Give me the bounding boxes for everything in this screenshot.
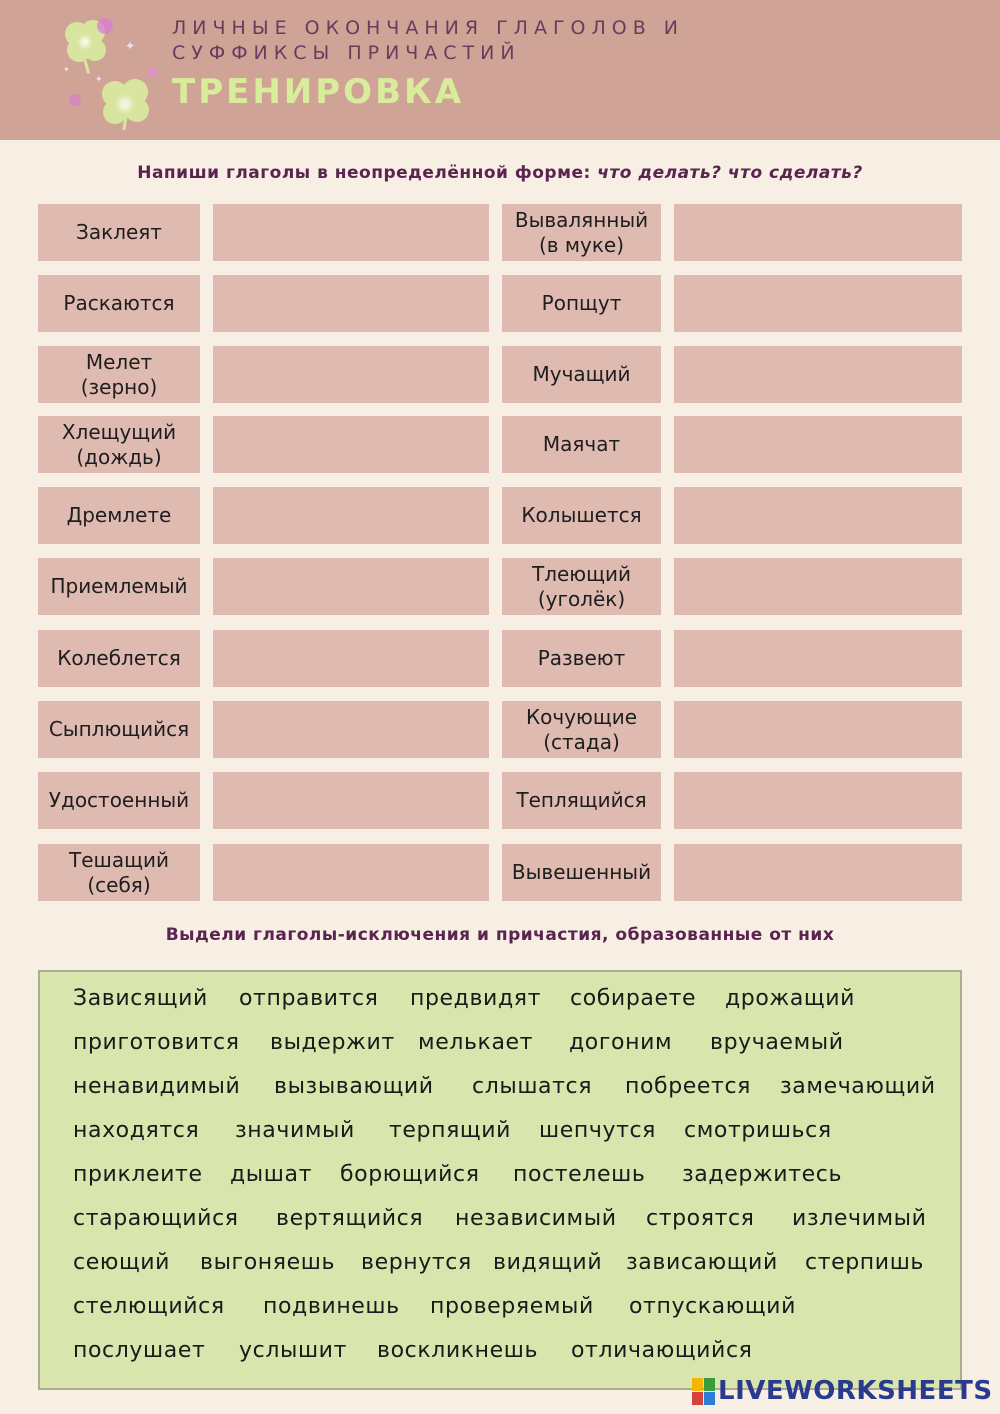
verb-text: (в муке) [538,232,625,257]
verb-text: Маячат [542,432,621,456]
word-option[interactable]: постелешь [513,1162,646,1187]
answer-input-right[interactable] [674,487,962,544]
answer-input-right[interactable] [674,416,962,473]
verb-cell-right [502,416,661,473]
subtitle-line-2: СУФФИКСЫ ПРИЧАСТИЙ [172,42,521,64]
answer-input-left[interactable] [213,630,489,687]
verb-text: Кочующие [525,704,638,729]
verb-text: Вывешенный [511,860,652,884]
answer-input-left[interactable] [213,204,489,261]
word-option[interactable]: вертящийся [276,1206,424,1231]
instruction-1-italic: что делать? что сделать? [597,163,863,183]
svg-text:✦: ✦ [125,39,136,53]
verb-cell-right [502,844,661,901]
word-option[interactable]: дышат [230,1162,313,1187]
answer-input-right[interactable] [674,701,962,758]
verb-text: Колышется [521,503,642,527]
word-option[interactable]: строятся [646,1206,755,1231]
verb-cell-right [502,558,661,615]
verb-cell-left [38,558,200,615]
verb-text: (себя) [87,872,151,897]
header-banner [0,0,1000,140]
word-option[interactable]: догоним [569,1030,673,1055]
answer-input-left[interactable] [213,844,489,901]
verb-text: Колеблется [57,646,181,670]
word-option[interactable]: проверяемый [430,1294,594,1319]
liveworksheets-logo-icon [692,1378,714,1404]
verb-cell-left [38,772,200,829]
word-option[interactable]: выдержит [270,1030,395,1055]
verb-text: (уголёк) [537,586,626,611]
instruction-2: Выдели глаголы-исключения и причастия, образованные от них [165,925,835,945]
verb-cell-left [38,844,200,901]
answer-input-left[interactable] [213,487,489,544]
word-option[interactable]: отпускающий [629,1294,796,1319]
word-option[interactable]: собираете [570,986,697,1011]
word-option[interactable]: воскликнешь [377,1338,539,1363]
word-option[interactable]: приклеите [73,1162,203,1187]
answer-input-right[interactable] [674,204,962,261]
answer-input-left[interactable] [213,346,489,403]
answer-input-right[interactable] [674,275,962,332]
worksheet-title: ТРЕНИРОВКА [172,72,465,112]
verb-cell-right [502,346,661,403]
verb-cell-left [38,204,200,261]
word-option[interactable]: предвидят [410,986,542,1011]
verb-text: Раскаются [63,291,175,315]
word-option[interactable]: подвинешь [263,1294,400,1319]
answer-input-left[interactable] [213,275,489,332]
word-option[interactable]: видящий [493,1250,603,1275]
word-option[interactable]: зависающий [626,1250,778,1275]
clover-icon [55,12,165,132]
answer-input-left[interactable] [213,772,489,829]
word-option[interactable]: вызывающий [274,1074,434,1099]
verb-cell-left [38,701,200,758]
word-option[interactable]: побреется [625,1074,751,1099]
verb-cell-left [38,416,200,473]
verb-text: Хлещущий [61,419,177,444]
word-option[interactable]: отличающийся [571,1338,753,1363]
verb-text: Мучащий [532,362,631,386]
answer-input-right[interactable] [674,772,962,829]
answer-input-left[interactable] [213,558,489,615]
word-option[interactable]: отправится [239,986,379,1011]
instruction-1-text: Напиши глаголы в неопределённой форме: [137,163,598,183]
word-bank-box [38,970,962,1390]
verb-text: Тешащий [69,847,169,872]
svg-text:✦: ✦ [95,75,103,85]
word-option[interactable]: ненавидимый [73,1074,241,1099]
subtitle-line-1: ЛИЧНЫЕ ОКОНЧАНИЯ ГЛАГОЛОВ И [172,17,685,39]
word-option[interactable]: терпящий [389,1118,512,1143]
instruction-1 [0,163,1000,183]
verb-cell-left [38,275,200,332]
word-option[interactable]: вручаемый [710,1030,844,1055]
verb-cell-right [502,772,661,829]
word-option[interactable]: находятся [73,1118,200,1143]
word-option[interactable]: борющийся [340,1162,480,1187]
verb-cell-right [502,275,661,332]
verb-cell-left [38,487,200,544]
word-option[interactable]: замечающий [780,1074,936,1099]
verb-text: (стада) [543,729,620,754]
answer-input-right[interactable] [674,630,962,687]
word-option[interactable]: Зависящий [73,986,208,1011]
verb-text: Дремлете [66,503,172,527]
word-option[interactable]: стелющийся [73,1294,225,1319]
verb-cell-right [502,487,661,544]
word-option[interactable]: выгоняешь [200,1250,336,1275]
word-option[interactable]: старающийся [73,1206,239,1231]
word-option[interactable]: значимый [235,1118,355,1143]
word-option[interactable]: дрожащий [725,986,856,1011]
verb-text: Приемлемый [50,574,188,598]
verb-text: Теплящийся [516,788,647,812]
answer-input-right[interactable] [674,558,962,615]
verb-cell-right [502,701,661,758]
answer-input-left[interactable] [213,701,489,758]
worksheet-subtitle [172,16,684,66]
answer-input-right[interactable] [674,844,962,901]
liveworksheets-brand [692,1374,993,1408]
verb-text: Вывалянный [514,207,649,232]
brand-text: LIVEWORKSHEETS [718,1376,993,1406]
word-option[interactable]: приготовится [73,1030,240,1055]
word-option[interactable]: услышит [239,1338,347,1363]
word-option[interactable]: слышатся [472,1074,593,1099]
verb-cell-left [38,346,200,403]
word-option[interactable]: независимый [455,1206,617,1231]
svg-text:✦: ✦ [63,65,70,74]
verb-text: Сыплющийся [48,717,190,741]
answer-input-right[interactable] [674,346,962,403]
word-option[interactable]: смотришься [684,1118,832,1143]
verb-text: (дождь) [76,444,162,469]
verb-cell-right [502,204,661,261]
word-option[interactable]: послушает [73,1338,206,1363]
word-option[interactable]: задержитесь [682,1162,843,1187]
verb-text: (зерно) [80,374,158,399]
answer-input-left[interactable] [213,416,489,473]
verb-text: Заклеят [76,220,162,244]
verb-text: Тлеющий [532,561,631,586]
verb-text: Удостоенный [48,788,190,812]
word-option[interactable]: шепчутся [539,1118,657,1143]
word-option[interactable]: мелькает [418,1030,534,1055]
word-option[interactable]: вернутся [361,1250,472,1275]
word-option[interactable]: сеющий [73,1250,171,1275]
verb-text: Мелет [85,349,153,374]
verb-text: Ропщут [541,291,622,315]
verb-cell-right [502,630,661,687]
verb-cell-left [38,630,200,687]
verb-text: Развеют [537,646,626,670]
word-option[interactable]: стерпишь [805,1250,924,1275]
word-option[interactable]: излечимый [792,1206,927,1231]
